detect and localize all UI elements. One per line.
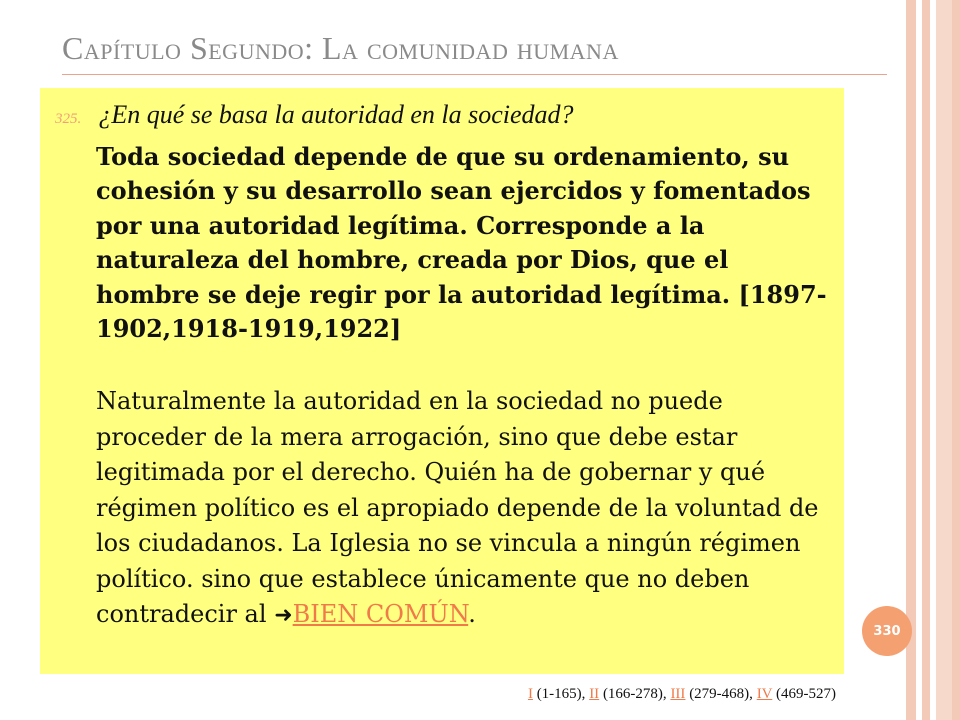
- body-paragraph: [96, 384, 840, 634]
- question-text: ¿En qué se basa la autoridad en la sociedad?: [98, 100, 574, 129]
- period: .: [468, 600, 476, 628]
- question: [55, 100, 574, 130]
- page-number-badge: 330: [862, 606, 912, 656]
- footer-range-part-3: (279-468),: [689, 686, 753, 702]
- body-paragraph-text: Naturalmente la autoridad en la sociedad no puede proceder de la mera arrogación, sino que debe estar legitimada por el derecho. Quién ha de gobernar y qué régimen político es el apropiado depende de la voluntad de los ciudadanos. La Iglesia no se vincula a ningún régimen político. sino que establece únicamente que no deben contradecir al: [96, 387, 819, 628]
- question-number: 325.: [55, 111, 82, 127]
- footer-navigation: [528, 686, 836, 703]
- decorative-stripe: [922, 0, 930, 720]
- footer-range-part-1: (1-165),: [536, 686, 586, 702]
- bien-comun-link[interactable]: BIEN COMÚN: [292, 600, 469, 628]
- footer-link-part-1[interactable]: I: [527, 686, 533, 702]
- footer-range-part-2: (166-278),: [602, 686, 667, 702]
- footer-link-part-3[interactable]: III: [670, 686, 686, 702]
- footer-link-part-4[interactable]: IV: [756, 686, 773, 702]
- footer-range-part-4: (469-527): [776, 686, 836, 702]
- decorative-stripe: [952, 0, 960, 720]
- decorative-stripe: [906, 0, 916, 720]
- slide-title: Capítulo Segundo: La comunidad humana: [62, 30, 619, 66]
- right-arrow-icon: ➜: [274, 603, 293, 628]
- title-underline: [62, 74, 887, 75]
- bold-paragraph: Toda sociedad depende de que su ordenamiento, su cohesión y su desarrollo sean ejercidos y fomentados por una autoridad legítima. Corresponde a la naturaleza del hombre, creada por Dios, que el hombre se deje regir por la autoridad legítima. [1897-1902,1918-1919,1922]: [96, 142, 827, 344]
- footer-link-part-2[interactable]: II: [589, 686, 600, 702]
